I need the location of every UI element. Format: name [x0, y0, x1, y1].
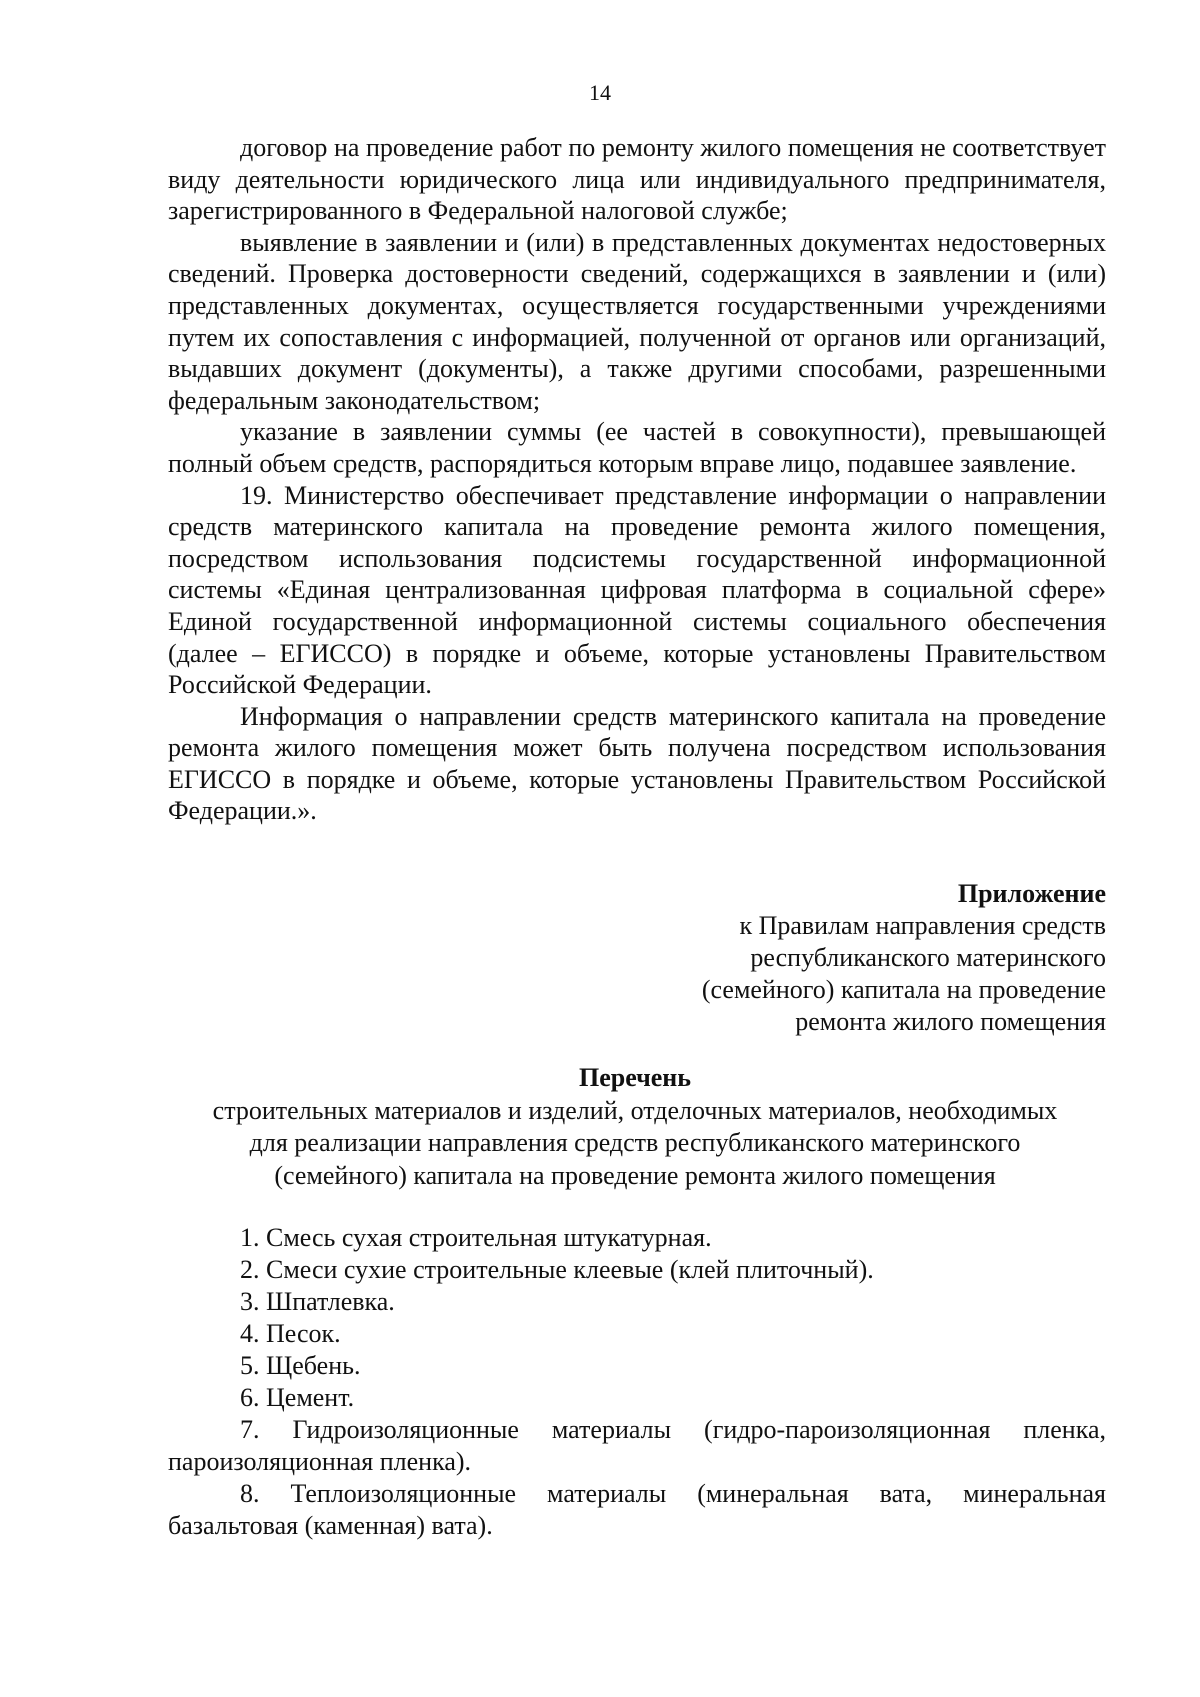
list-item: 8. Теплоизоляционные материалы (минеральная вата, минеральная базальтовая (каменная) вата). — [168, 1479, 1106, 1540]
list-item: 3. Шпатлевка. — [240, 1287, 395, 1316]
annex-line: республиканского материнского — [750, 943, 1106, 972]
paragraph: договор на проведение работ по ремонту жилого помещения не соответствует виду деятельности юридического лица или индивидуального предпринимателя, зарегистрированного в Федеральной налоговой службе; — [168, 133, 1106, 226]
annex-line: ремонта жилого помещения — [795, 1007, 1106, 1036]
list-item: 7. Гидроизоляционные материалы (гидро-пароизоляционная пленка, пароизоляционная пленка). — [168, 1415, 1106, 1476]
annex-block — [586, 878, 1106, 1038]
list-item: 5. Щебень. — [240, 1351, 361, 1380]
annex-title: Приложение — [957, 879, 1106, 908]
paragraph: указание в заявлении суммы (ее частей в совокупности), превышающей полный объем средств, распорядиться которым вправе лицо, подавшее заявление. — [168, 417, 1106, 478]
paragraph: 19. Министерство обеспечивает представление информации о направлении средств материнского капитала на проведение ремонта жилого помещения, посредством использования подсистемы государственной информационной системы «Единая централизованная цифровая платформа в социальной сфере» Единой государственной информационной системы социального обеспечения (далее – ЕГИССО) в порядке и объеме, которые установлены Правительством Российской Федерации. — [168, 480, 1106, 700]
paragraph: Информация о направлении средств материнского капитала на проведение ремонта жилого помещения может быть получена посредством использования ЕГИССО в порядке и объеме, которые установлены Правительством Российской Федерации.». — [168, 701, 1106, 826]
list-heading: Перечень — [578, 1063, 692, 1092]
list-title-line: (семейного) капитала на проведение ремонта жилого помещения — [274, 1160, 996, 1190]
list-title — [150, 1062, 1120, 1192]
list-item: 4. Песок. — [240, 1319, 341, 1348]
annex-line: к Правилам направления средств — [739, 911, 1106, 940]
annex-line: (семейного) капитала на проведение — [701, 975, 1106, 1004]
list-item: 6. Цемент. — [240, 1383, 355, 1412]
list-item: 1. Смесь сухая строительная штукатурная. — [240, 1223, 712, 1252]
page-number: 14 — [589, 80, 611, 105]
materials-list — [168, 1222, 1106, 1542]
paragraph: выявление в заявлении и (или) в представленных документах недостоверных сведений. Проверка достоверности сведений, содержащихся в заявлении и (или) представленных документах, осуществляется государственными учреждениями путем их сопоставления с информацией, полученной от органов или организаций, выдавших документ (документы), а также другими способами, разрешенными федеральным законодательством; — [168, 227, 1106, 415]
list-title-line: строительных материалов и изделий, отделочных материалов, необходимых — [212, 1095, 1058, 1125]
body-text — [168, 132, 1106, 827]
list-item: 2. Смеси сухие строительные клеевые (клей плиточный). — [240, 1255, 874, 1284]
list-title-line: для реализации направления средств республиканского материнского — [249, 1128, 1021, 1157]
